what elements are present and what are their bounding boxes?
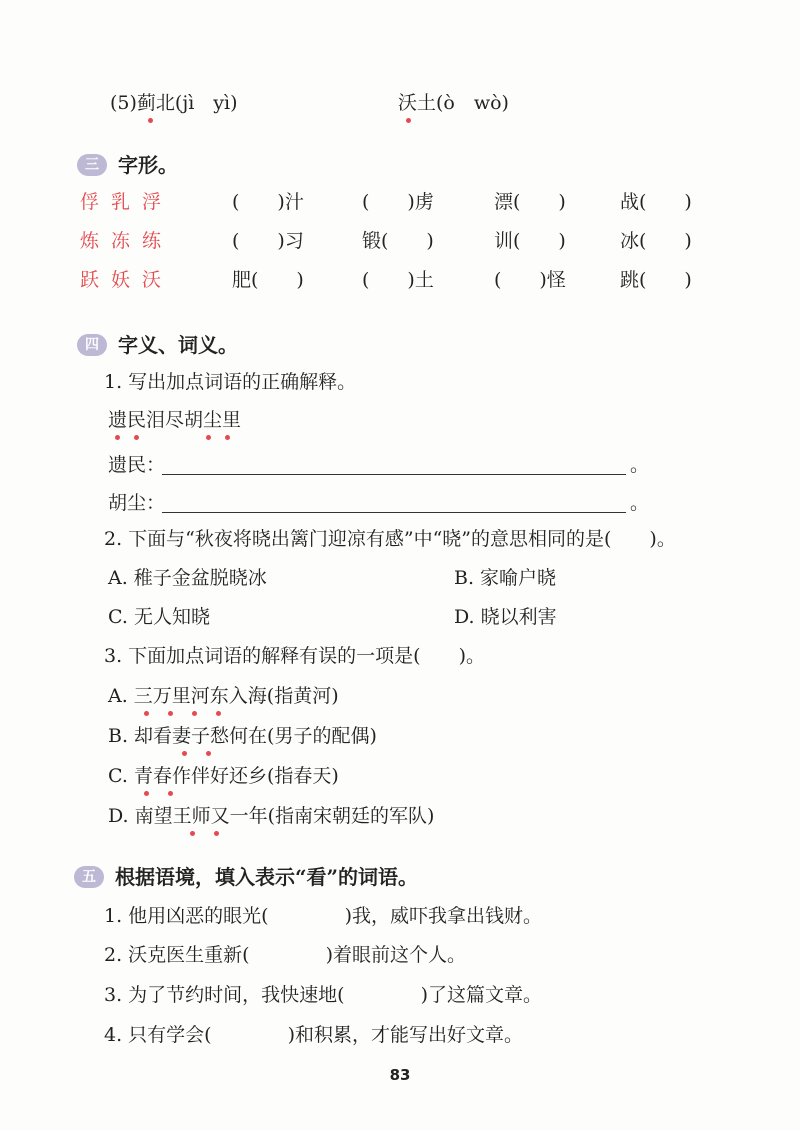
q3-option-d-line <box>0 801 800 831</box>
q2-option-d: D. 晓以利害 <box>454 606 557 628</box>
glyph-group: 炼冻练 <box>80 230 174 252</box>
q2-option-a: A. 稚子金盆脱晓冰 <box>108 567 267 589</box>
q3-option-b-line <box>0 721 800 751</box>
emphasis-dot <box>182 751 187 756</box>
q3-option-c: C. 青春作伴好还乡(指春天) <box>108 765 339 787</box>
q1-a-end: 。 <box>630 454 650 476</box>
emphasis-dot <box>206 751 211 756</box>
glyph-group: 跃妖沃 <box>80 269 174 291</box>
emphasis-dot <box>134 435 139 440</box>
q1-verse-line <box>0 405 800 435</box>
q1-answer-a <box>0 450 800 480</box>
glyph-cell: ( )汁 <box>232 191 304 213</box>
emphasis-dot <box>225 435 230 440</box>
emphasis-dot <box>148 118 153 123</box>
glyph-cell: ( )习 <box>232 230 304 252</box>
section5-item: 3. 为了节约时间，我快速地( )了这篇文章。 <box>104 984 542 1006</box>
section5-item: 2. 沃克医生重新( )着眼前这个人。 <box>104 944 466 966</box>
q1-b-label: 胡尘： <box>108 492 166 514</box>
emphasis-dot <box>144 791 149 796</box>
section5-badge: 五 <box>74 866 104 888</box>
emphasis-dot <box>206 435 211 440</box>
section5-item: 1. 他用凶恶的眼光( )我，威吓我拿出钱财。 <box>104 905 542 927</box>
glyph-cell: 肥( ) <box>232 269 304 291</box>
emphasis-dot <box>214 831 219 836</box>
q1-b-end: 。 <box>630 492 650 514</box>
emphasis-dot <box>406 118 411 123</box>
q1-answer-b <box>0 488 800 518</box>
answer-line <box>162 474 626 475</box>
q2-options-1 <box>0 563 800 593</box>
section3-title: 字形。 <box>118 153 178 177</box>
section5-item: 4. 只有学会( )和积累，才能写出好文章。 <box>104 1024 523 1046</box>
emphasis-dot <box>168 711 173 716</box>
item5-left: (5)蓟北(jì yì) <box>110 92 238 114</box>
glyph-cell: 锻( ) <box>362 230 434 252</box>
emphasis-dot <box>168 791 173 796</box>
section3-badge: 三 <box>77 154 107 176</box>
q3-option-b: B. 却看妻子愁何在(男子的配偶) <box>108 725 377 747</box>
emphasis-dot <box>190 831 195 836</box>
emphasis-dot <box>115 435 120 440</box>
section4-title: 字义、词义。 <box>118 333 238 357</box>
section5-title: 根据语境，填入表示“看”的词语。 <box>115 865 419 889</box>
emphasis-dot <box>144 711 149 716</box>
emphasis-dot <box>192 711 197 716</box>
glyph-cell: 战( ) <box>620 191 692 213</box>
item5-line <box>0 88 800 118</box>
q3-option-c-line <box>0 761 800 791</box>
glyph-group: 俘乳浮 <box>80 191 174 213</box>
glyph-cell: ( )怪 <box>494 269 566 291</box>
q2-prompt: 2. 下面与“秋夜将晓出篱门迎凉有感”中“晓”的意思相同的是( )。 <box>104 528 676 550</box>
glyph-cell: 漂( ) <box>494 191 566 213</box>
glyph-cell: 训( ) <box>494 230 566 252</box>
glyph-cell: 跳( ) <box>620 269 692 291</box>
q3-option-d: D. 南望王师又一年(指南宋朝廷的军队) <box>108 805 435 827</box>
glyph-row-3 <box>0 265 800 295</box>
glyph-row-2 <box>0 226 800 256</box>
q2-option-c: C. 无人知晓 <box>108 606 210 628</box>
q3-prompt: 3. 下面加点词语的解释有误的一项是( )。 <box>104 645 485 667</box>
glyph-row-1 <box>0 187 800 217</box>
q1-prompt: 1. 写出加点词语的正确解释。 <box>104 371 357 393</box>
q3-option-a-line <box>0 681 800 711</box>
glyph-cell: 冰( ) <box>620 230 692 252</box>
q2-option-b: B. 家喻户晓 <box>454 567 557 589</box>
section4-badge: 四 <box>77 334 107 356</box>
answer-line <box>162 512 626 513</box>
q1-verse: 遗民泪尽胡尘里 <box>108 409 242 431</box>
q3-option-a: A. 三万里河东入海(指黄河) <box>108 685 339 707</box>
q1-a-label: 遗民： <box>108 454 166 476</box>
item5-right: 沃土(ò wò) <box>398 92 509 114</box>
emphasis-dot <box>216 711 221 716</box>
glyph-cell: ( )虏 <box>362 191 434 213</box>
glyph-cell: ( )土 <box>362 269 434 291</box>
page-number: 83 <box>389 1066 411 1084</box>
q2-options-2 <box>0 602 800 632</box>
